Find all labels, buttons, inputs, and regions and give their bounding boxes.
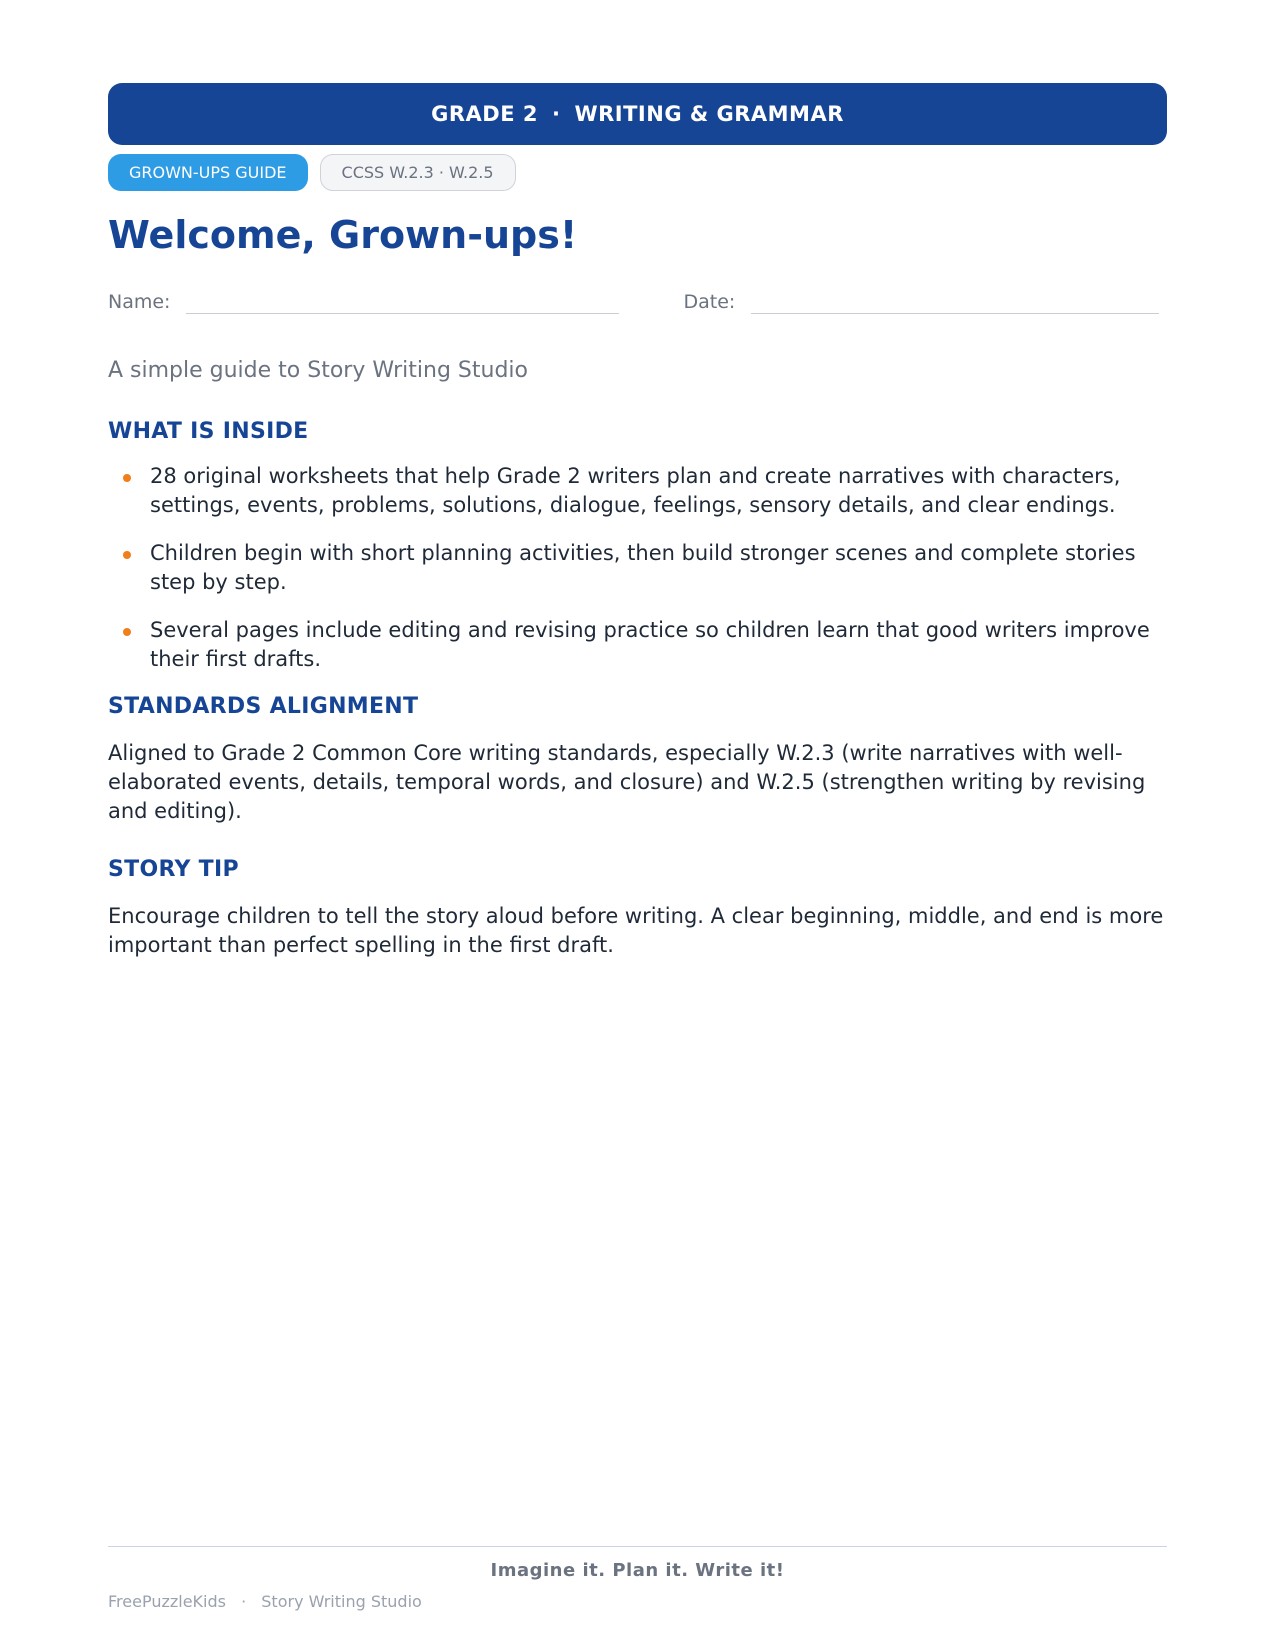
list-item-text: Several pages include editing and revising practice so children learn that good writers improve their first drafts. <box>150 618 1150 671</box>
header-banner <box>108 83 1167 145</box>
page-title: Welcome, Grown-ups! <box>108 213 578 257</box>
tip-heading: STORY TIP <box>108 857 239 882</box>
list-item <box>108 539 1167 597</box>
date-label: Date: <box>683 291 736 313</box>
standards-badge: CCSS W.2.3 · W.2.5 <box>320 154 516 191</box>
footer-divider <box>108 1546 1167 1547</box>
footer-brand <box>108 1592 422 1611</box>
date-field <box>683 290 1159 314</box>
product-name: Story Writing Studio <box>261 1592 422 1611</box>
standards-text: Aligned to Grade 2 Common Core writing standards, especially W.2.3 (write narratives with well-elaborated events, details, temporal words, and closure) and W.2.5 (strengthen writing by revising and editing). <box>108 741 1146 823</box>
name-write-line[interactable] <box>186 290 619 314</box>
tip-text: Encourage children to tell the story aloud before writing. A clear beginning, middle, and end is more important than perfect spelling in the first draft. <box>108 904 1164 957</box>
list-item-text: 28 original worksheets that help Grade 2 writers plan and create narratives with characters, settings, events, problems, solutions, dialogue, feelings, sensory details, and clear endings. <box>150 464 1121 517</box>
guide-badge: GROWN-UPS GUIDE <box>108 154 308 191</box>
header-separator: · <box>551 102 561 126</box>
name-field <box>108 290 619 314</box>
list-item <box>108 462 1167 520</box>
name-label: Name: <box>108 291 171 313</box>
standards-heading: STANDARDS ALIGNMENT <box>108 694 419 719</box>
footer-tagline: Imagine it. Plan it. Write it! <box>490 1560 785 1581</box>
worksheet-page <box>108 83 1167 1623</box>
list-item-text: Children begin with short planning activities, then build stronger scenes and complete stories step by step. <box>150 541 1136 594</box>
footer-separator: · <box>241 1592 247 1611</box>
list-item <box>108 616 1167 674</box>
inside-heading: WHAT IS INSIDE <box>108 419 309 444</box>
brand-name: FreePuzzleKids <box>108 1592 226 1611</box>
badge-row <box>108 154 1167 191</box>
bullet-dot-icon <box>123 628 131 636</box>
date-write-line[interactable] <box>751 290 1159 314</box>
inside-list <box>108 462 1167 674</box>
page-subtitle: A simple guide to Story Writing Studio <box>108 358 528 383</box>
grade-label: GRADE 2 <box>431 102 538 126</box>
subject-label: WRITING & GRAMMAR <box>574 102 844 126</box>
name-date-row <box>108 284 1167 314</box>
bullet-dot-icon <box>123 474 131 482</box>
bullet-dot-icon <box>123 551 131 559</box>
